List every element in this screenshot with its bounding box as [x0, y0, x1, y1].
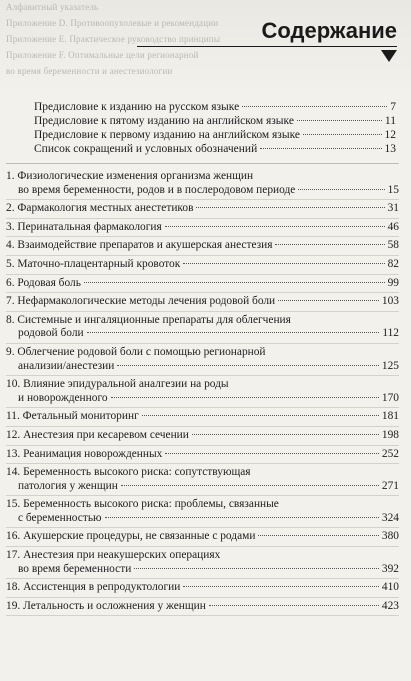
chapter-title: 18. Ассистенция в репродуктологии [6, 581, 181, 594]
page-number: 181 [381, 410, 399, 423]
dot-leader [303, 134, 382, 135]
chapter-title: 4. Взаимодействие препаратов и акушерская анестезия [6, 239, 273, 252]
chapter-title-continuation: с беременностью [18, 511, 102, 524]
page-number: 13 [384, 143, 396, 155]
dot-leader [142, 415, 379, 416]
page-number: 15 [387, 183, 399, 196]
chapter-line [6, 378, 399, 392]
chapter-line [6, 184, 399, 198]
chapter-entry[interactable] [6, 168, 399, 200]
chapter-line [6, 392, 399, 406]
section-divider [6, 163, 399, 164]
page-number: 392 [381, 562, 399, 575]
chapter-title-continuation: родовой боли [18, 327, 84, 340]
chapter-entry[interactable] [6, 464, 399, 496]
chapter-line [6, 360, 399, 374]
chapter-title: 12. Анестезия при кесаревом сечении [6, 428, 189, 441]
chapter-entry[interactable] [6, 312, 399, 344]
chapter-line [6, 600, 399, 614]
chapter-title-continuation: патология у женщин [18, 479, 118, 492]
page-number: 198 [381, 428, 399, 441]
dot-leader [111, 397, 379, 398]
page-number: 12 [384, 129, 396, 141]
dot-leader [260, 148, 381, 149]
chapter-title-continuation: во время беременности, родов и в послеродовом периоде [18, 183, 296, 196]
toc-header [137, 18, 397, 62]
chapter-title: 2. Фармакология местных анестетиков [6, 202, 194, 215]
chapter-line [6, 239, 399, 253]
chapter-line [6, 448, 399, 462]
front-matter-title: Предисловие к изданию на русском языке [34, 101, 240, 113]
chapter-line [6, 258, 399, 272]
front-matter-item[interactable] [34, 142, 396, 156]
bleed-line: Алфавитный указатель [6, 2, 99, 12]
chapter-title: 11. Фетальный мониторинг [6, 410, 139, 423]
bleed-line: Приложение D. Противоопухолевые и рекомендации [6, 18, 219, 28]
dot-leader [117, 365, 379, 366]
chapter-line [6, 346, 399, 360]
dot-leader [192, 434, 379, 435]
chapter-entry[interactable] [6, 579, 399, 598]
bleed-line: Приложение E. Практическое руководство принципы [6, 34, 221, 44]
dot-leader [87, 332, 380, 333]
chapter-entry[interactable] [6, 446, 399, 465]
page-number: 423 [381, 599, 399, 612]
page-number: 170 [381, 391, 399, 404]
page-number: 99 [387, 276, 399, 289]
dot-leader [278, 300, 379, 301]
chapter-line [6, 314, 399, 328]
dot-leader [196, 207, 384, 208]
dot-leader [183, 263, 384, 264]
page-number: 7 [390, 101, 396, 113]
page-number: 82 [387, 257, 399, 270]
chapter-line [6, 498, 399, 512]
chapter-line [6, 466, 399, 480]
dot-leader [183, 586, 379, 587]
dot-leader [258, 535, 378, 536]
chapter-title: 14. Беременность высокого риска: сопутствующая [6, 466, 251, 479]
bleed-line: Приложение F. Оптимальные цели регионарной [6, 50, 199, 60]
chapter-entry[interactable] [6, 408, 399, 427]
chapter-line [6, 277, 399, 291]
chapter-title: 7. Нефармакологические методы лечения родовой боли [6, 295, 276, 308]
chapter-title: 10. Влияние эпидуральной аналгезии на роды [6, 378, 229, 391]
chapter-title: 16. Акушерские процедуры, не связанные с родами [6, 530, 256, 543]
chapter-line [6, 563, 399, 577]
chapter-entry[interactable] [6, 256, 399, 275]
chapter-entry[interactable] [6, 293, 399, 312]
chapter-title: 9. Облегчение родовой боли с помощью регионарной [6, 345, 266, 358]
chapter-title: 3. Перинатальная фармакология [6, 220, 162, 233]
chapter-entry[interactable] [6, 219, 399, 238]
chapter-title: 1. Физиологические изменения организма женщин [6, 170, 254, 182]
chapter-title-continuation: во время беременности [18, 562, 132, 575]
chapter-entry[interactable] [6, 528, 399, 547]
front-matter-title: Предисловие к первому изданию на английском языке [34, 129, 300, 141]
page-number: 112 [382, 327, 399, 340]
chapter-line [6, 170, 399, 184]
chapter-line [6, 480, 399, 494]
front-matter-title: Предисловие к пятому изданию на английском языке [34, 115, 294, 127]
chapter-entry[interactable] [6, 275, 399, 294]
page-number: 46 [387, 220, 399, 233]
dot-leader [242, 106, 387, 107]
chapter-line [6, 410, 399, 424]
page-number: 58 [387, 239, 399, 252]
dot-leader [275, 244, 384, 245]
chapter-line [6, 530, 399, 544]
chapter-line [6, 327, 399, 341]
chapter-line [6, 295, 399, 309]
front-matter-item[interactable] [34, 114, 396, 128]
chapter-entry[interactable] [6, 598, 399, 617]
page-number: 103 [381, 295, 399, 308]
front-matter-list [34, 100, 396, 156]
chapter-line [6, 581, 399, 595]
chapter-entry[interactable] [6, 376, 399, 408]
dot-leader [105, 517, 379, 518]
dot-leader [165, 453, 379, 454]
page-number: 125 [381, 359, 399, 372]
page-number: 271 [381, 479, 399, 492]
page-number: 252 [381, 447, 399, 460]
bleed-line: во время беременности и анестезиологии [6, 66, 173, 76]
dot-leader [297, 120, 382, 121]
dot-leader [298, 189, 384, 190]
chapter-list [6, 168, 399, 616]
page-number: 380 [381, 530, 399, 543]
chapter-title: 8. Системные и ингаляционные препараты для облегчения [6, 313, 291, 326]
page-number: 410 [381, 581, 399, 594]
dot-leader [209, 605, 379, 606]
triangle-marker-icon [381, 50, 397, 62]
front-matter-item[interactable] [34, 128, 396, 142]
chapter-title: 5. Маточно-плацентарный кровоток [6, 257, 181, 270]
chapter-title-continuation: анализии/анестезии [18, 359, 115, 372]
chapter-line [6, 429, 399, 443]
front-matter-title: Список сокращений и условных обозначений [34, 143, 258, 155]
chapter-title: 17. Анестезия при неакушерских операциях [6, 549, 221, 562]
dot-leader [134, 568, 379, 569]
page-title: Содержание [261, 18, 397, 43]
chapter-line [6, 512, 399, 526]
dot-leader [84, 282, 385, 283]
chapter-entry[interactable] [6, 547, 399, 579]
chapter-title: 6. Родовая боль [6, 276, 81, 289]
header-rule [137, 46, 397, 47]
dot-leader [121, 485, 379, 486]
chapter-entry[interactable] [6, 427, 399, 446]
chapter-entry[interactable] [6, 496, 399, 528]
chapter-title: 15. Беременность высокого риска: проблемы, связанные [6, 498, 279, 511]
chapter-title: 13. Реанимация новорожденных [6, 447, 163, 460]
chapter-entry[interactable] [6, 237, 399, 256]
page-number: 31 [387, 202, 399, 215]
page-number: 11 [384, 115, 396, 127]
chapter-line [6, 202, 399, 216]
page-number: 324 [381, 511, 399, 524]
front-matter-item[interactable] [34, 100, 396, 114]
chapter-line [6, 549, 399, 563]
chapter-line [6, 221, 399, 235]
chapter-title-continuation: и новорожденного [18, 391, 108, 404]
chapter-entry[interactable] [6, 200, 399, 219]
dot-leader [165, 226, 385, 227]
chapter-title: 19. Летальность и осложнения у женщин [6, 599, 206, 612]
chapter-entry[interactable] [6, 344, 399, 376]
